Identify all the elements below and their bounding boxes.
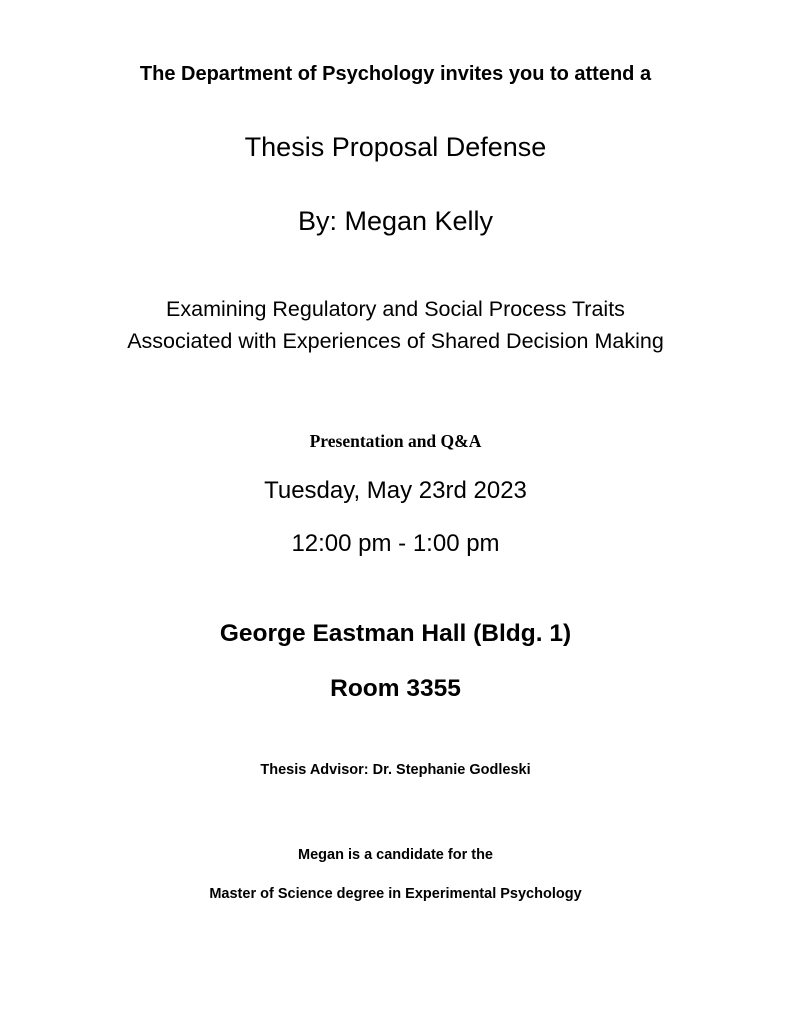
candidate-line: Megan is a candidate for the (298, 847, 493, 863)
thesis-advisor: Thesis Advisor: Dr. Stephanie Godleski (260, 762, 531, 778)
event-building: George Eastman Hall (Bldg. 1) (219, 620, 572, 647)
event-date: Tuesday, May 23rd 2023 (264, 477, 527, 504)
thesis-title-line-1: Examining Regulatory and Social Process Traits (166, 297, 625, 321)
degree-line: Master of Science degree in Experimental Psychology (209, 886, 582, 902)
event-type-heading: Thesis Proposal Defense (244, 132, 547, 162)
invitation-line: The Department of Psychology invites you to attend a (139, 63, 652, 85)
event-time: 12:00 pm - 1:00 pm (291, 530, 500, 557)
thesis-title-line-2: Associated with Experiences of Shared Decision Making (127, 329, 664, 353)
event-room: Room 3355 (330, 675, 461, 702)
presenter-line: By: Megan Kelly (297, 206, 494, 236)
session-label: Presentation and Q&A (309, 431, 482, 451)
